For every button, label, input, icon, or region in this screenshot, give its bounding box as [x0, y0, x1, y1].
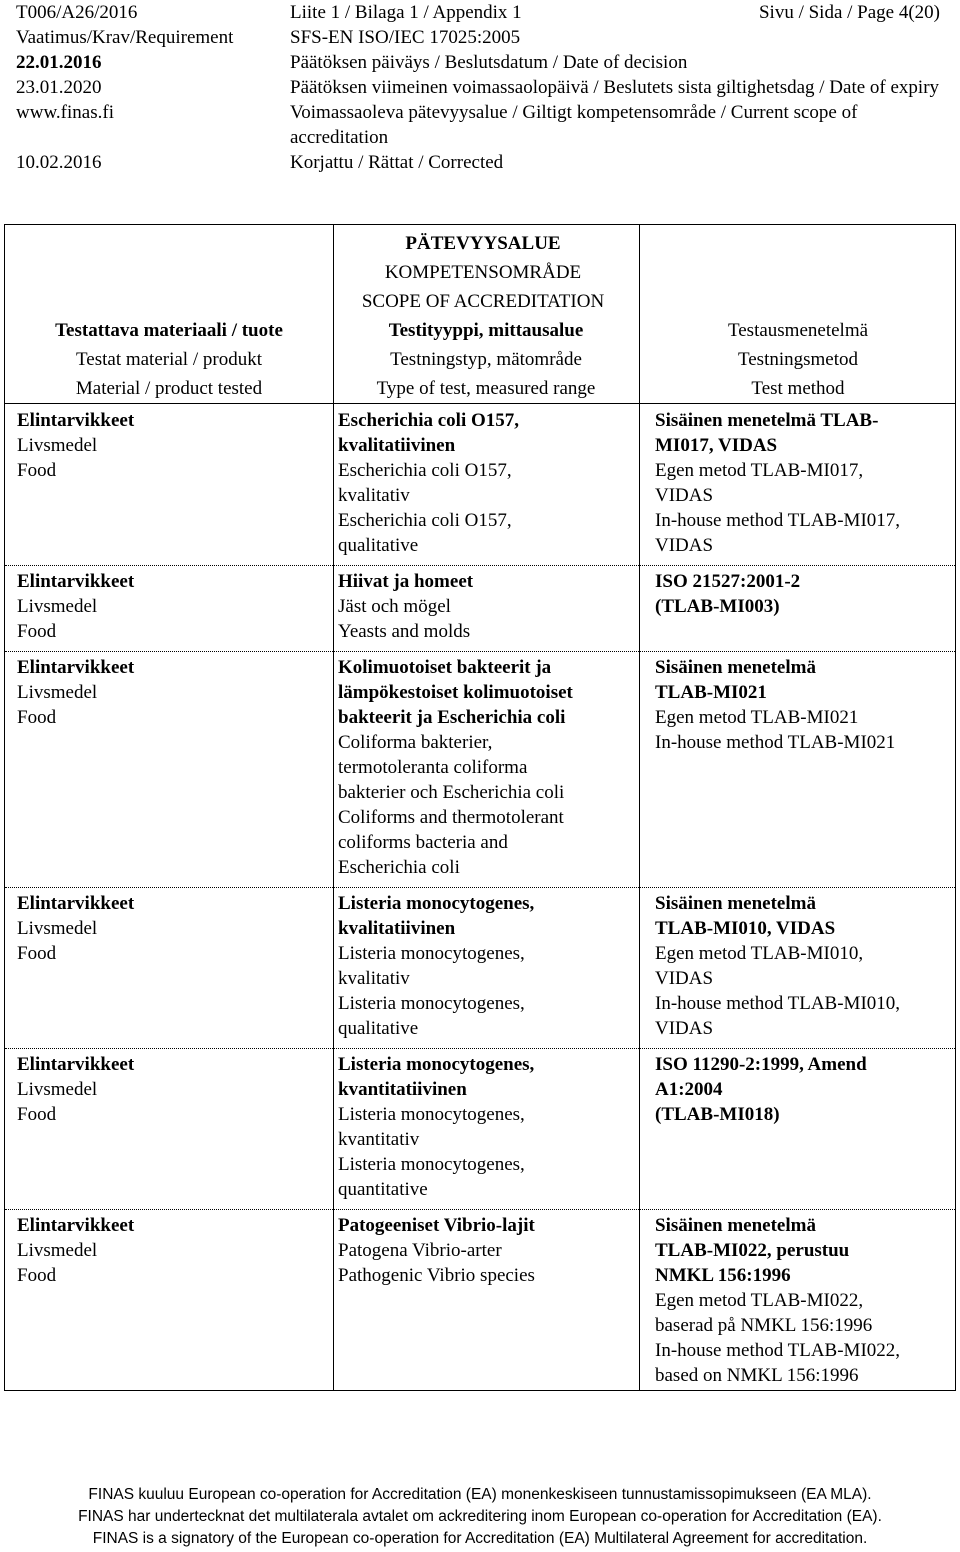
material-cell	[17, 1213, 317, 1288]
row-divider	[5, 565, 955, 566]
test-type-line: Listeria monocytogenes,	[338, 1154, 525, 1175]
material-line: Food	[17, 1265, 57, 1286]
test-method-line: VIDAS	[655, 968, 714, 989]
test-type-line: Kolimuotoiset bakteerit ja	[338, 657, 552, 678]
material-line: Livsmedel	[17, 682, 98, 703]
test-method-line: VIDAS	[655, 535, 714, 556]
col-header-test-en: Type of test, measured range	[376, 378, 596, 399]
test-type-line: Escherichia coli O157,	[338, 410, 520, 431]
material-cell	[17, 408, 317, 483]
test-method-cell	[655, 891, 950, 1041]
test-method-line: Sisäinen menetelmä TLAB-	[655, 410, 879, 431]
corrected-label: Korjattu / Rättat / Corrected	[290, 152, 504, 173]
test-type-cell	[338, 1213, 628, 1288]
material-line: Elintarvikkeet	[17, 1215, 135, 1236]
col-header-material-fi: Testattava materiaali / tuote	[55, 320, 283, 341]
test-type-line: quantitative	[338, 1179, 428, 1200]
expiry-date: 23.01.2020	[16, 77, 102, 98]
material-cell	[17, 569, 317, 644]
test-method-line: baserad på NMKL 156:1996	[655, 1315, 873, 1336]
test-type-cell	[338, 1052, 628, 1202]
col-header-test-sv: Testningstyp, mätområde	[390, 349, 582, 370]
test-method-line: In-house method TLAB-MI010,	[655, 993, 901, 1014]
row-divider	[5, 887, 955, 888]
test-method-line: Egen metod TLAB-MI021	[655, 707, 859, 728]
test-type-line: kvalitatiivinen	[338, 435, 456, 456]
material-line: Livsmedel	[17, 1240, 98, 1261]
expiry-label: Päätöksen viimeinen voimassaolopäivä / Beslutets sista giltighetsdag / Date of expiry	[290, 77, 940, 98]
test-type-line: bakteerit ja Escherichia coli	[338, 707, 566, 728]
test-method-line: based on NMKL 156:1996	[655, 1365, 859, 1386]
test-method-line: Sisäinen menetelmä	[655, 657, 816, 678]
test-method-line: VIDAS	[655, 485, 714, 506]
test-type-line: Listeria monocytogenes,	[338, 893, 535, 914]
col-header-method-fi: Testausmenetelmä	[727, 320, 869, 341]
test-type-line: Escherichia coli O157,	[338, 460, 512, 481]
test-method-cell	[655, 1052, 950, 1127]
col-header-test-fi: Testityyppi, mittausalue	[388, 320, 584, 341]
decision-label: Päätöksen päiväys / Beslutsdatum / Date of decision	[290, 52, 688, 73]
document-header	[16, 0, 956, 175]
test-method-line: TLAB-MI010, VIDAS	[655, 918, 836, 939]
col-header-method	[639, 316, 957, 403]
test-type-line: Pathogenic Vibrio species	[338, 1265, 535, 1286]
requirement-value: SFS-EN ISO/IEC 17025:2005	[290, 27, 521, 48]
col-header-material	[5, 316, 333, 403]
material-line: Livsmedel	[17, 1079, 98, 1100]
test-method-cell	[655, 1213, 950, 1388]
test-method-cell	[655, 569, 950, 619]
test-type-line: Escherichia coli O157,	[338, 510, 512, 531]
material-line: Elintarvikkeet	[17, 893, 135, 914]
test-type-line: Escherichia coli	[338, 857, 460, 878]
test-type-line: kvantitatiivinen	[338, 1079, 467, 1100]
test-method-line: (TLAB-MI003)	[655, 596, 780, 617]
test-type-cell	[338, 408, 628, 558]
col-header-method-en: Test method	[751, 378, 845, 399]
test-type-line: kvalitatiivinen	[338, 918, 456, 939]
row-divider	[5, 1048, 955, 1049]
material-line: Food	[17, 943, 57, 964]
test-method-line: Egen metod TLAB-MI017,	[655, 460, 864, 481]
row-divider	[5, 1209, 955, 1210]
test-method-line: Egen metod TLAB-MI010,	[655, 943, 864, 964]
test-method-line: In-house method TLAB-MI017,	[655, 510, 901, 531]
test-method-line: A1:2004	[655, 1079, 723, 1100]
header-divider	[5, 403, 955, 404]
test-method-line: ISO 21527:2001-2	[655, 571, 801, 592]
test-type-line: Listeria monocytogenes,	[338, 1054, 535, 1075]
test-type-cell	[338, 891, 628, 1041]
test-method-line: VIDAS	[655, 1018, 714, 1039]
material-cell	[17, 655, 317, 730]
col-header-method-sv: Testningsmetod	[737, 349, 859, 370]
footer-line-sv: FINAS har undertecknat det multilaterala avtalet om ackreditering inom European co-operation for Accreditation (EA).	[78, 1508, 882, 1525]
test-method-line: TLAB-MI022, perustuu	[655, 1240, 850, 1261]
test-method-cell	[655, 655, 950, 755]
appendix-label: Liite 1 / Bilaga 1 / Appendix 1	[290, 2, 522, 23]
scope-label: Voimassaoleva pätevyysalue / Giltigt kompetensområde / Current scope of accreditation	[290, 102, 858, 148]
test-type-line: Yeasts and molds	[338, 621, 471, 642]
material-line: Food	[17, 460, 57, 481]
test-method-line: In-house method TLAB-MI021	[655, 732, 896, 753]
test-method-cell	[655, 408, 950, 558]
test-type-line: Listeria monocytogenes,	[338, 943, 525, 964]
material-line: Elintarvikkeet	[17, 657, 135, 678]
col-header-material-en: Material / product tested	[75, 378, 263, 399]
test-type-line: termotoleranta coliforma	[338, 757, 528, 778]
test-type-line: qualitative	[338, 535, 419, 556]
page-number: Sivu / Sida / Page 4(20)	[758, 2, 940, 23]
test-type-line: Coliforma bakterier,	[338, 732, 493, 753]
corrected-date: 10.02.2016	[16, 152, 102, 173]
test-type-line: Patogeeniset Vibrio-lajit	[338, 1215, 535, 1236]
scope-title-en: SCOPE OF ACCREDITATION	[361, 291, 605, 312]
decision-date: 22.01.2016	[16, 52, 102, 73]
material-cell	[17, 891, 317, 966]
test-type-line: Coliforms and thermotolerant	[338, 807, 564, 828]
test-method-line: NMKL 156:1996	[655, 1265, 791, 1286]
test-type-line: Jäst och mögel	[338, 596, 451, 617]
test-type-line: Hiivat ja homeet	[338, 571, 474, 592]
test-type-line: lämpökestoiset kolimuotoiset	[338, 682, 573, 703]
website-link[interactable]: www.finas.fi	[16, 102, 114, 123]
test-type-line: coliforms bacteria and	[338, 832, 508, 853]
material-line: Food	[17, 1104, 57, 1125]
scope-title-sv: KOMPETENSOMRÅDE	[384, 262, 582, 283]
material-line: Food	[17, 707, 57, 728]
test-type-line: Patogena Vibrio-arter	[338, 1240, 502, 1261]
scope-title-fi: PÄTEVYYSALUE	[405, 233, 561, 254]
test-type-cell	[338, 655, 628, 880]
material-line: Elintarvikkeet	[17, 410, 135, 431]
row-divider	[5, 651, 955, 652]
test-type-line: kvantitativ	[338, 1129, 420, 1150]
test-method-line: ISO 11290-2:1999, Amend	[655, 1054, 867, 1075]
test-type-line: kvalitativ	[338, 968, 410, 989]
test-method-line: TLAB-MI021	[655, 682, 767, 703]
footer-line-fi: FINAS kuuluu European co-operation for Accreditation (EA) monenkeskiseen tunnustamissopimukseen (EA MLA).	[88, 1486, 872, 1503]
col-header-test	[333, 316, 639, 403]
test-method-line: MI017, VIDAS	[655, 435, 778, 456]
requirement-label: Vaatimus/Krav/Requirement	[16, 27, 234, 48]
test-type-line: bakterier och Escherichia coli	[338, 782, 565, 803]
material-line: Food	[17, 621, 57, 642]
test-type-line: qualitative	[338, 1018, 419, 1039]
test-type-cell	[338, 569, 628, 644]
test-method-line: In-house method TLAB-MI022,	[655, 1340, 901, 1361]
material-cell	[17, 1052, 317, 1127]
material-line: Livsmedel	[17, 435, 98, 456]
test-method-line: Egen metod TLAB-MI022,	[655, 1290, 864, 1311]
material-line: Elintarvikkeet	[17, 1054, 135, 1075]
test-method-line: (TLAB-MI018)	[655, 1104, 780, 1125]
col-header-material-sv: Testat material / produkt	[76, 349, 262, 370]
doc-id: T006/A26/2016	[16, 2, 138, 23]
footer	[0, 1484, 960, 1550]
test-method-line: Sisäinen menetelmä	[655, 1215, 816, 1236]
footer-line-en: FINAS is a signatory of the European co-operation for Accreditation (EA) Multilateral Agreement for accreditation.	[92, 1530, 868, 1547]
test-method-line: Sisäinen menetelmä	[655, 893, 816, 914]
material-line: Elintarvikkeet	[17, 571, 135, 592]
test-type-line: Listeria monocytogenes,	[338, 1104, 525, 1125]
test-type-line: Listeria monocytogenes,	[338, 993, 525, 1014]
material-line: Livsmedel	[17, 596, 98, 617]
scope-title	[338, 229, 628, 316]
scope-table	[4, 224, 956, 1391]
material-line: Livsmedel	[17, 918, 98, 939]
test-type-line: kvalitativ	[338, 485, 410, 506]
